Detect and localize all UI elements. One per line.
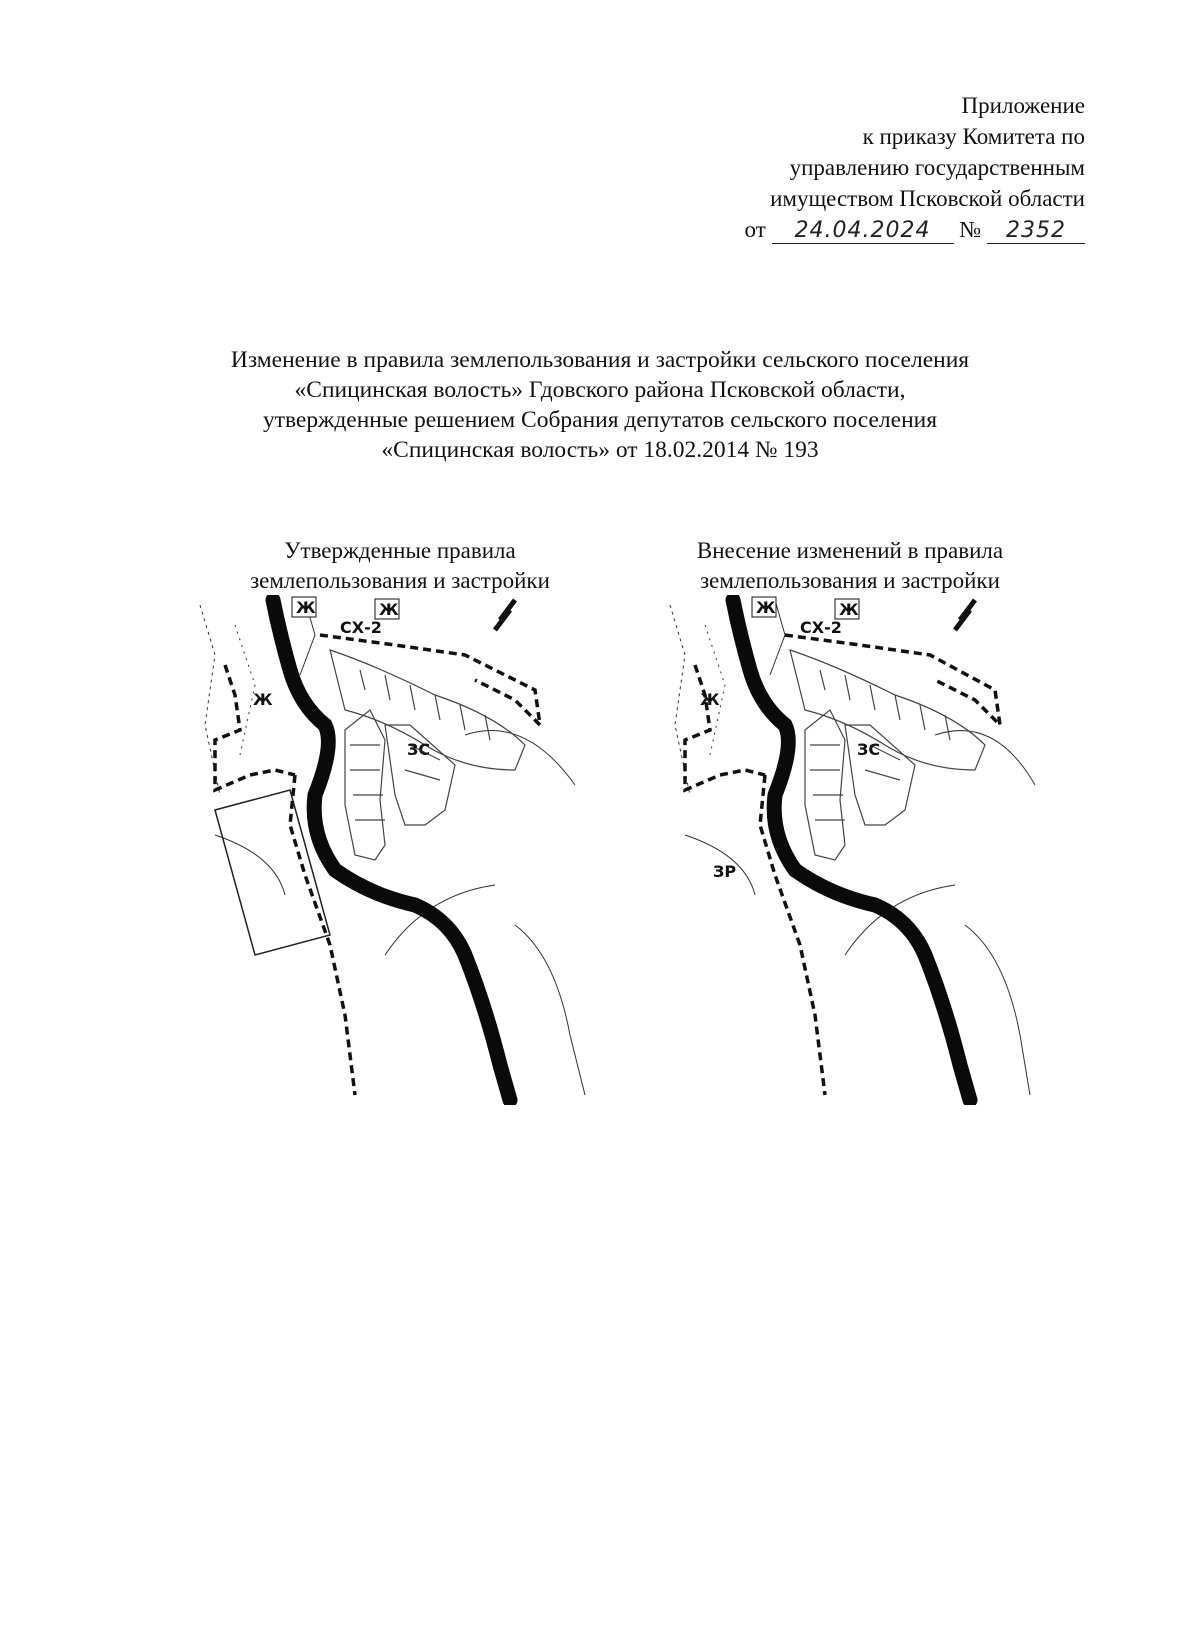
title-line-2: «Спицинская волость» Гдовского района Псковской области, [294, 377, 906, 403]
handwritten-date: 24.04.2024 [772, 219, 954, 244]
zone-boundary-sx2 [320, 635, 540, 725]
appendix-block [665, 90, 1085, 245]
zone-boundary-zh-mid [215, 665, 295, 790]
left-caption-line-1: Утвержденные правила [284, 538, 516, 563]
appendix-date-number-row [665, 214, 1085, 245]
right-map-caption [640, 536, 1060, 596]
river-main [733, 600, 970, 1100]
right-caption-line-2: землепользования и застройки [700, 568, 1000, 593]
label-zh-mid: Ж [700, 690, 720, 709]
approved-rules-map [195, 595, 595, 1105]
appendix-line-4: имуществом Псковской области [770, 186, 1085, 211]
zone-boundary-sx2 [785, 635, 1000, 725]
right-caption-line-1: Внесение изменений в правила [696, 538, 1004, 563]
left-map-caption [180, 536, 620, 596]
label-zs: ЗС [407, 740, 431, 759]
label-zh-mid: Ж [253, 690, 273, 709]
left-caption-line-2: землепользования и застройки [250, 568, 550, 593]
label-sx2: СХ-2 [800, 618, 842, 637]
label-zh-top1: Ж [296, 598, 316, 617]
document-title [110, 345, 1090, 465]
handwritten-number: 2352 [987, 219, 1085, 244]
label-zh-top2: Ж [839, 600, 859, 619]
number-sign: № [959, 217, 982, 242]
label-zs: ЗС [857, 740, 881, 759]
from-label: от [744, 217, 766, 242]
appendix-line-2: к приказу Комитета по [862, 124, 1085, 149]
title-line-1: Изменение в правила землепользования и застройки сельского поселения [230, 347, 970, 373]
title-line-3: утвержденные решением Собрания депутатов сельского поселения [262, 407, 938, 433]
appendix-line-3: управлению государственным [789, 155, 1085, 180]
label-sx2: СХ-2 [340, 618, 382, 637]
title-line-4: «Спицинская волость» от 18.02.2014 № 193 [381, 437, 819, 463]
appendix-line-1: Приложение [961, 93, 1085, 118]
river-main [273, 600, 510, 1100]
label-zr: ЗР [713, 862, 737, 881]
label-zh-top1: Ж [756, 598, 776, 617]
amended-rules-map [665, 595, 1045, 1105]
label-zh-top2: Ж [379, 600, 399, 619]
